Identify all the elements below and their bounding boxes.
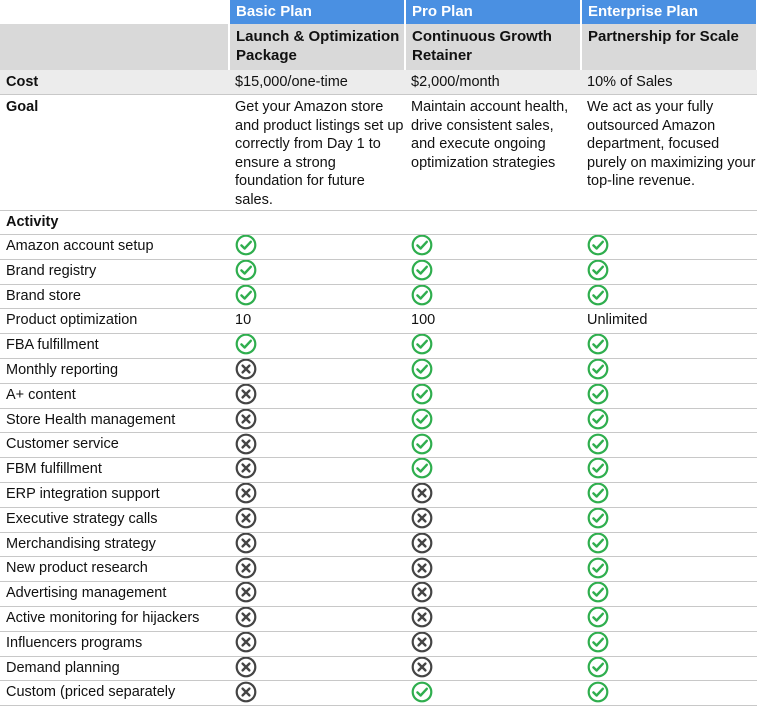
- goal-basic: Get your Amazon store and product listings set up correctly from Day 1 to ensure a strong foundation for future sales.: [229, 95, 405, 211]
- activity-name: Advertising management: [0, 582, 229, 607]
- activity-cell-pro: [405, 631, 581, 656]
- activity-row: [0, 681, 757, 706]
- activity-row: [0, 433, 757, 458]
- cost-basic: $15,000/one-time: [229, 70, 405, 95]
- activity-cell-enterprise: [581, 334, 757, 359]
- activity-cell-basic: [229, 235, 405, 260]
- cost-pro: $2,000/month: [405, 70, 581, 95]
- activity-cell-basic: [229, 532, 405, 557]
- activity-name: Merchandising strategy: [0, 532, 229, 557]
- activity-cell-basic: [229, 383, 405, 408]
- check-circle-icon: [587, 532, 609, 554]
- activity-row: [0, 458, 757, 483]
- activity-name: New product research: [0, 557, 229, 582]
- activity-cell-basic: 10: [229, 309, 405, 334]
- activity-cell-enterprise: [581, 631, 757, 656]
- activity-cell-pro: [405, 681, 581, 706]
- cost-row: [0, 70, 757, 95]
- package-label-cell: [0, 24, 229, 70]
- activity-cell-enterprise: [581, 433, 757, 458]
- activity-name: Product optimization: [0, 309, 229, 334]
- activity-cell-enterprise: [581, 458, 757, 483]
- activity-row: [0, 259, 757, 284]
- check-circle-icon: [235, 334, 257, 356]
- activity-name: A+ content: [0, 383, 229, 408]
- cost-label: Cost: [0, 70, 229, 95]
- activity-name: FBM fulfillment: [0, 458, 229, 483]
- activity-row: [0, 507, 757, 532]
- activity-name: Brand store: [0, 284, 229, 309]
- activity-row: [0, 408, 757, 433]
- x-circle-icon: [235, 458, 257, 480]
- plan-name-basic: Basic Plan: [229, 0, 405, 24]
- check-circle-icon: [587, 408, 609, 430]
- check-circle-icon: [587, 433, 609, 455]
- activity-row: [0, 358, 757, 383]
- check-circle-icon: [587, 482, 609, 504]
- goal-label: Goal: [0, 95, 229, 211]
- check-circle-icon: [587, 507, 609, 529]
- activity-cell-enterprise: [581, 284, 757, 309]
- package-pro: Continuous Growth Retainer: [405, 24, 581, 70]
- activity-name: Monthly reporting: [0, 358, 229, 383]
- package-enterprise: Partnership for Scale: [581, 24, 757, 70]
- activity-cell-enterprise: [581, 557, 757, 582]
- activity-name: Active monitoring for hijackers: [0, 606, 229, 631]
- activity-cell-basic: [229, 358, 405, 383]
- check-circle-icon: [411, 458, 433, 480]
- x-circle-icon: [235, 358, 257, 380]
- x-circle-icon: [235, 656, 257, 678]
- activity-cell-enterprise: [581, 482, 757, 507]
- activity-cell-basic: [229, 557, 405, 582]
- check-circle-icon: [411, 681, 433, 703]
- check-circle-icon: [587, 259, 609, 281]
- activity-cell-enterprise: [581, 532, 757, 557]
- x-circle-icon: [235, 582, 257, 604]
- x-circle-icon: [411, 606, 433, 628]
- check-circle-icon: [587, 557, 609, 579]
- activity-cell-pro: [405, 358, 581, 383]
- activity-cell-pro: [405, 284, 581, 309]
- activity-row: [0, 235, 757, 260]
- x-circle-icon: [411, 582, 433, 604]
- activity-cell-pro: [405, 507, 581, 532]
- package-basic: Launch & Optimization Package: [229, 24, 405, 70]
- check-circle-icon: [587, 631, 609, 653]
- activity-cell-pro: [405, 557, 581, 582]
- goal-row: [0, 95, 757, 211]
- check-circle-icon: [587, 334, 609, 356]
- check-circle-icon: [587, 681, 609, 703]
- activity-row: [0, 631, 757, 656]
- x-circle-icon: [411, 631, 433, 653]
- activity-cell-pro: [405, 383, 581, 408]
- activity-name: Brand registry: [0, 259, 229, 284]
- activity-cell-enterprise: [581, 681, 757, 706]
- x-circle-icon: [411, 656, 433, 678]
- activity-row: [0, 482, 757, 507]
- activity-cell-pro: [405, 606, 581, 631]
- x-circle-icon: [235, 532, 257, 554]
- x-circle-icon: [411, 482, 433, 504]
- activity-name: Custom (priced separately: [0, 681, 229, 706]
- check-circle-icon: [411, 383, 433, 405]
- activity-name: Influencers programs: [0, 631, 229, 656]
- x-circle-icon: [235, 606, 257, 628]
- activity-cell-pro: [405, 408, 581, 433]
- activity-name: Store Health management: [0, 408, 229, 433]
- activity-cell-pro: 100: [405, 309, 581, 334]
- activity-cell-basic: [229, 284, 405, 309]
- check-circle-icon: [587, 656, 609, 678]
- activity-cell-basic: [229, 656, 405, 681]
- activity-row: [0, 309, 757, 334]
- activity-cell-basic: [229, 482, 405, 507]
- check-circle-icon: [411, 408, 433, 430]
- activity-name: Customer service: [0, 433, 229, 458]
- x-circle-icon: [235, 383, 257, 405]
- x-circle-icon: [235, 507, 257, 529]
- check-circle-icon: [587, 458, 609, 480]
- activity-cell-enterprise: [581, 383, 757, 408]
- activity-cell-enterprise: [581, 358, 757, 383]
- x-circle-icon: [411, 532, 433, 554]
- corner-cell: [0, 0, 229, 24]
- activity-name: Executive strategy calls: [0, 507, 229, 532]
- activity-name: FBA fulfillment: [0, 334, 229, 359]
- x-circle-icon: [411, 507, 433, 529]
- activity-cell-basic: [229, 507, 405, 532]
- check-circle-icon: [411, 334, 433, 356]
- check-circle-icon: [411, 259, 433, 281]
- activity-cell-pro: [405, 235, 581, 260]
- activity-cell-pro: [405, 433, 581, 458]
- activity-row: [0, 582, 757, 607]
- x-circle-icon: [235, 681, 257, 703]
- x-circle-icon: [235, 408, 257, 430]
- activity-row: [0, 656, 757, 681]
- activity-name: Demand planning: [0, 656, 229, 681]
- activity-cell-basic: [229, 433, 405, 458]
- check-circle-icon: [587, 582, 609, 604]
- check-circle-icon: [587, 235, 609, 257]
- x-circle-icon: [411, 557, 433, 579]
- x-circle-icon: [235, 557, 257, 579]
- activity-cell-enterprise: Unlimited: [581, 309, 757, 334]
- activity-row: [0, 557, 757, 582]
- activity-row: [0, 606, 757, 631]
- activity-cell-basic: [229, 259, 405, 284]
- check-circle-icon: [587, 358, 609, 380]
- plan-header-row: [0, 0, 757, 24]
- activity-cell-pro: [405, 532, 581, 557]
- activity-header-row: [0, 211, 757, 235]
- check-circle-icon: [411, 284, 433, 306]
- activity-cell-enterprise: [581, 656, 757, 681]
- activity-name: Amazon account setup: [0, 235, 229, 260]
- x-circle-icon: [235, 433, 257, 455]
- activity-cell-basic: [229, 408, 405, 433]
- activity-cell-basic: [229, 631, 405, 656]
- check-circle-icon: [411, 358, 433, 380]
- activity-cell-enterprise: [581, 606, 757, 631]
- check-circle-icon: [411, 235, 433, 257]
- activity-row: [0, 334, 757, 359]
- check-circle-icon: [587, 284, 609, 306]
- check-circle-icon: [587, 606, 609, 628]
- check-circle-icon: [411, 433, 433, 455]
- activity-cell-enterprise: [581, 582, 757, 607]
- activity-cell-pro: [405, 458, 581, 483]
- activity-cell-enterprise: [581, 235, 757, 260]
- check-circle-icon: [235, 259, 257, 281]
- activity-cell-basic: [229, 334, 405, 359]
- check-circle-icon: [235, 235, 257, 257]
- activity-cell-basic: [229, 582, 405, 607]
- activity-name: ERP integration support: [0, 482, 229, 507]
- activity-cell-pro: [405, 334, 581, 359]
- plan-name-enterprise: Enterprise Plan: [581, 0, 757, 24]
- activity-row: [0, 532, 757, 557]
- activity-row: [0, 284, 757, 309]
- activity-cell-pro: [405, 582, 581, 607]
- package-row: [0, 24, 757, 70]
- plan-name-pro: Pro Plan: [405, 0, 581, 24]
- check-circle-icon: [235, 284, 257, 306]
- activity-cell-pro: [405, 482, 581, 507]
- x-circle-icon: [235, 631, 257, 653]
- cost-enterprise: 10% of Sales: [581, 70, 757, 95]
- activity-label: Activity: [0, 211, 229, 235]
- activity-cell-enterprise: [581, 259, 757, 284]
- activity-cell-enterprise: [581, 408, 757, 433]
- activity-cell-basic: [229, 681, 405, 706]
- x-circle-icon: [235, 482, 257, 504]
- activity-cell-basic: [229, 606, 405, 631]
- activity-cell-enterprise: [581, 507, 757, 532]
- activity-cell-basic: [229, 458, 405, 483]
- check-circle-icon: [587, 383, 609, 405]
- activity-row: [0, 383, 757, 408]
- goal-pro: Maintain account health, drive consistent sales, and execute ongoing optimization strategies: [405, 95, 581, 211]
- activity-cell-pro: [405, 656, 581, 681]
- activity-cell-pro: [405, 259, 581, 284]
- goal-enterprise: We act as your fully outsourced Amazon department, focused purely on maximizing your top-line revenue.: [581, 95, 757, 211]
